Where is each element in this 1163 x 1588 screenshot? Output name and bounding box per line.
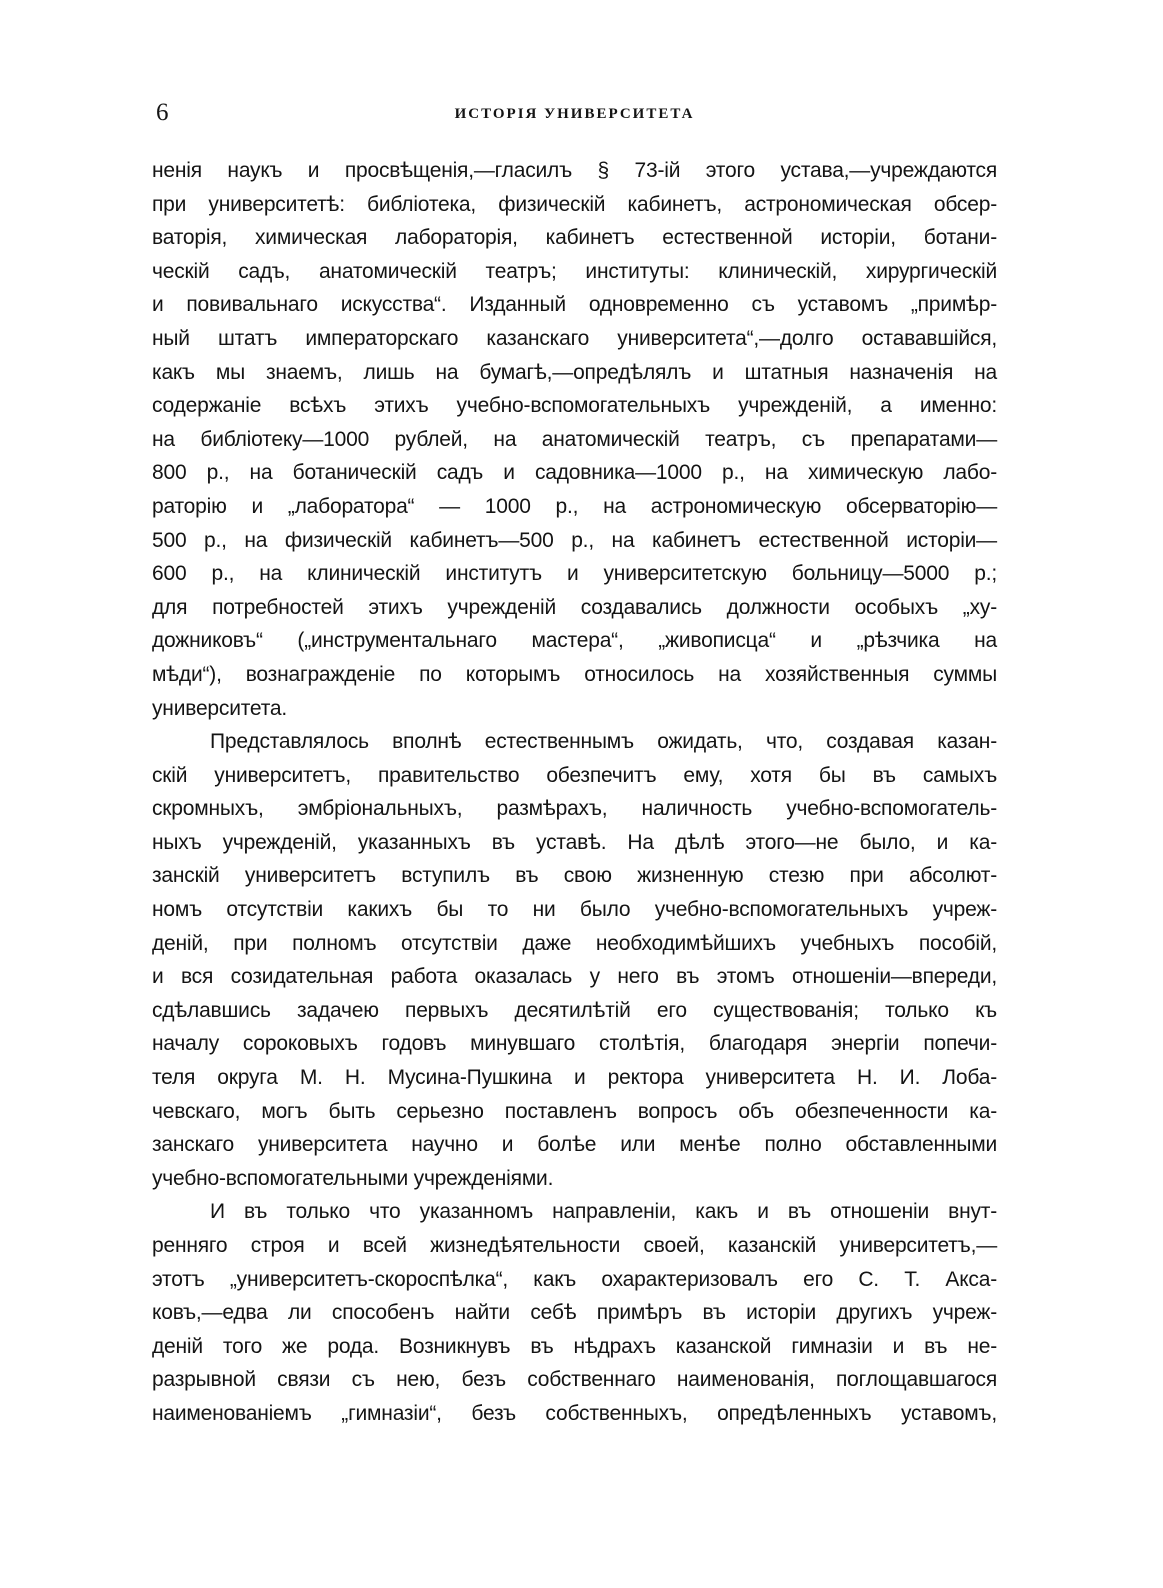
running-title: ИСТОРІЯ УНИВЕРСИТЕТА	[454, 106, 695, 122]
text-line: И въ только что указанномъ направленіи, какъ и въ отношеніи внут-	[210, 1200, 997, 1224]
text-line: содержаніе всѣхъ этихъ учебно-вспомогательныхъ учрежденій, а именно:	[152, 394, 997, 418]
paragraph-2	[152, 725, 997, 1195]
text-line: скій университетъ, правительство обезпечитъ ему, хотя бы въ самыхъ	[152, 763, 997, 787]
text-line: дожниковъ“ („инструментальнаго мастера“, „живописца“ и „рѣзчика на	[152, 629, 997, 653]
text-line: деній, при полномъ отсутствіи даже необходимѣйшихъ учебныхъ пособій,	[152, 931, 997, 955]
text-line: ренняго строя и всей жизнедѣятельности своей, казанскій университетъ,—	[152, 1234, 997, 1257]
text-line: университета.	[152, 696, 287, 720]
text-line: номъ отсутствіи какихъ бы то ни было учебно-вспомогательныхъ учреж-	[152, 898, 997, 922]
text-line: 800 р., на ботаническій садъ и садовника—1000 р., на химическую лабо-	[152, 461, 997, 485]
body-text	[152, 154, 997, 1431]
text-line: при университетѣ: библіотека, физическій кабинетъ, астрономическая обсер-	[152, 192, 997, 216]
text-line: началу сороковыхъ годовъ минувшаго столѣтія, благодаря энергіи попечи-	[152, 1032, 997, 1056]
text-line: этотъ „университетъ-скороспѣлка“, какъ охарактеризовалъ его С. Т. Акса-	[152, 1267, 997, 1291]
text-line: сдѣлавшись задачею первыхъ десятилѣтій его существованія; только къ	[152, 998, 997, 1022]
text-line: занскій университетъ вступилъ въ свою жизненную стезю при абсолют-	[152, 864, 997, 888]
text-line: ковъ,—едва ли способенъ найти себѣ примѣръ въ исторіи другихъ учреж-	[152, 1301, 997, 1325]
running-header	[152, 98, 997, 132]
text-line: разрывной связи съ нею, безъ собственнаго наименованія, поглощавшагося	[152, 1368, 997, 1392]
text-line: ческій садъ, анатомическій театръ; институты: клиническій, хирургическій	[152, 259, 997, 283]
text-line: занскаго университета научно и болѣе или менѣе полно обставленными	[152, 1133, 997, 1157]
paragraph-1	[152, 154, 997, 725]
text-line: ныхъ учрежденій, указанныхъ въ уставѣ. На дѣлѣ этого—не было, и ка-	[152, 830, 997, 854]
text-line: наименованіемъ „гимназіи“, безъ собственныхъ, опредѣленныхъ уставомъ,	[152, 1401, 997, 1425]
text-line: деній того же рода. Возникнувъ въ нѣдрахъ казанской гимназіи и въ не-	[152, 1334, 997, 1358]
text-line: и вся созидательная работа оказалась у него въ этомъ отношеніи—впереди,	[152, 965, 997, 989]
text-line: учебно-вспомогательными учрежденіями.	[152, 1166, 554, 1190]
text-line: ный штатъ императорскаго казанскаго университета“,—долго остававшійся,	[152, 326, 997, 350]
text-line: на библіотеку—1000 рублей, на анатомическій театръ, съ препаратами—	[152, 427, 997, 451]
text-line: чевскаго, могъ быть серьезно поставленъ вопросъ объ обезпеченности ка-	[152, 1099, 997, 1123]
text-line: теля округа М. Н. Мусина-Пушкина и ректора университета Н. И. Лоба-	[152, 1066, 997, 1090]
text-line: Представлялось вполнѣ естественнымъ ожидать, что, создавая казан-	[210, 730, 997, 754]
paragraph-3	[152, 1195, 997, 1430]
text-line: 500 р., на физическій кабинетъ—500 р., на кабинетъ естественной исторіи—	[152, 528, 997, 552]
text-line: ненія наукъ и просвѣщенія,—гласилъ § 73-ій этого устава,—учреждаются	[152, 159, 997, 182]
text-line: мѣди“), вознагражденіе по которымъ относилось на хозяйственныя суммы	[152, 662, 997, 686]
text-line: скромныхъ, эмбріональныхъ, размѣрахъ, наличность учебно-вспомогатель-	[152, 797, 997, 821]
text-line: для потребностей этихъ учрежденій создавались должности особыхъ „ху-	[152, 595, 997, 619]
page-number: 6	[156, 99, 169, 126]
text-line: и повивальнаго искусства“. Изданный одновременно съ уставомъ „примѣр-	[152, 293, 997, 317]
text-line: ваторія, химическая лабораторія, кабинетъ естественной исторіи, ботани-	[152, 226, 997, 250]
text-line: 600 р., на клиническій институтъ и университетскую больницу—5000 р.;	[152, 562, 997, 586]
text-line: раторію и „лаборатора“ — 1000 р., на астрономическую обсерваторію—	[152, 494, 997, 518]
text-line: какъ мы знаемъ, лишь на бумагѣ,—опредѣлялъ и штатныя назначенія на	[152, 360, 997, 384]
